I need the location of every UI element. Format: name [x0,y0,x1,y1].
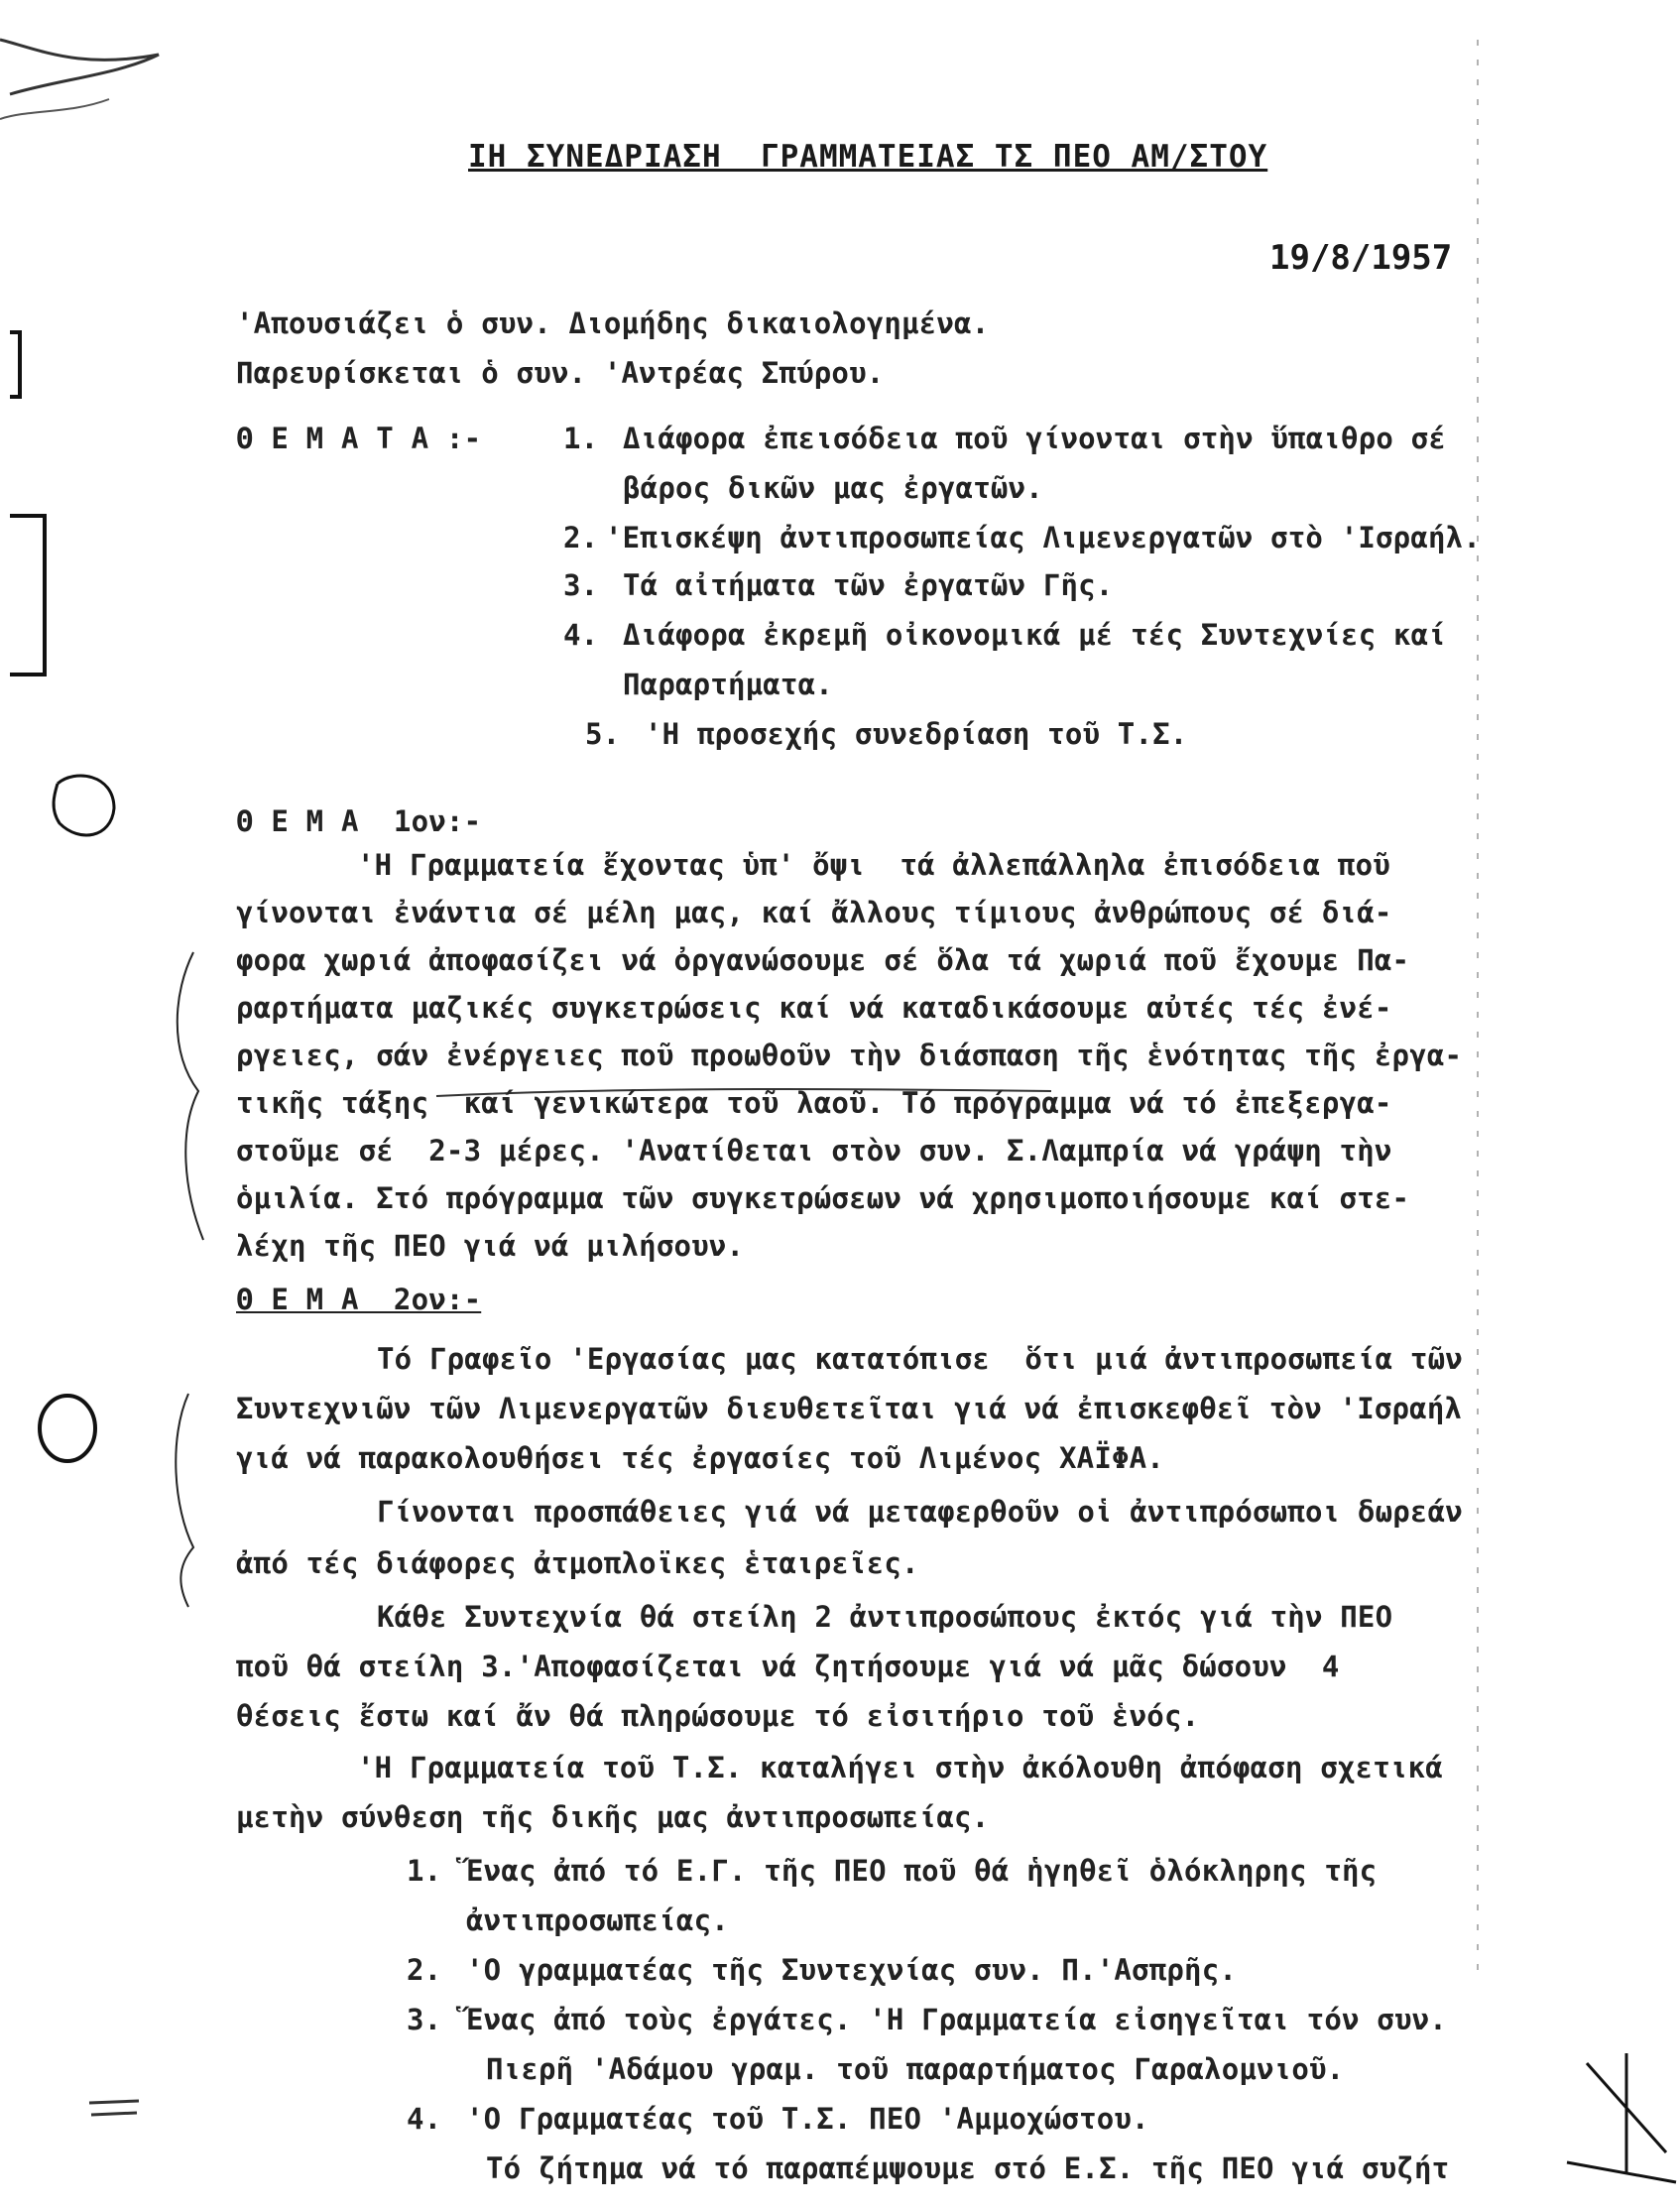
closing-line: Τό ζήτημα νά τό παραπέμψουμε στό Ε.Σ. τῆς ΠΕΟ γιά συζήτ [486,2151,1450,2185]
composition-number: 4. [407,2102,442,2136]
paragraph-line: ἀπό τές διάφορες ἀτμοπλοϊκες ἑταιρεῖες. [236,1546,919,1580]
paragraph-line: μετὴν σύνθεση τῆς δικῆς μας ἀντιπροσωπείας. [236,1800,990,1834]
paragraph-line: 'Η Γραμματεία τοῦ Τ.Σ. καταλήγει στὴν ἀκόλουθη ἀπόφαση σχετικά [357,1751,1443,1784]
paragraph-line: ὁμιλία. Στό πρόγραμμα τῶν συγκετρώσεων νά χρησιμοποιήσουμε καί στε- [236,1181,1410,1215]
paragraph-line: γιά νά παρακολουθήσει τές ἐργασίες τοῦ Λιμένος ΧΑΪΦΑ. [236,1441,1164,1475]
composition-text: 'Ο γραμματέας τῆς Συντεχνίας συν. Π.'Ασπρῆς. [466,1953,1238,1987]
theme-text: Διάφορα ἐκρεμῆ οἰκονομικά μέ τές Συντεχνίες καί [623,618,1446,652]
composition-text: Πιερῆ 'Αδάμου γραμ. τοῦ παραρτήματος Γαραλομνιοῦ. [486,2052,1345,2086]
theme-number: 5. [585,717,621,751]
paragraph-line: Συντεχνιῶν τῶν Λιμενεργατῶν διευθετεῖται γιά νά ἐπισκεφθεῖ τὸν 'Ισραήλ [236,1392,1463,1425]
paragraph-line: στοῦμε σέ 2-3 μέρες. 'Ανατίθεται στὸν συν. Σ.Λαμπρία νά γράψη τὴν [236,1134,1392,1167]
theme-number: 1. [563,422,599,455]
paragraph-line: 'Η Γραμματεία ἔχοντας ὑπ' ὄψι τά ἀλλεπάλληλα ἐπισόδεια ποῦ [357,848,1390,882]
theme-text: Τά αἰτήματα τῶν ἐργατῶν Γῆς. [623,568,1114,602]
composition-text: ἀντιπροσωπείας. [466,1903,729,1937]
composition-number: 2. [407,1953,442,1987]
paragraph-line: Κάθε Συντεχνία θά στείλη 2 ἀντιπροσώπους ἐκτός γιά τὴν ΠΕΟ [377,1600,1393,1634]
theme-text: Διάφορα ἐπεισόδεια ποῦ γίνονται στὴν ὕπαιθρο σέ [623,422,1446,455]
present-line: Παρευρίσκεται ὁ συν. 'Αντρέας Σπύρου. [236,356,885,390]
composition-number: 3. [407,2003,442,2036]
absent-line: 'Απουσιάζει ὁ συν. Διομήδης δικαιολογημένα. [236,307,990,340]
document-title: ΙΗ ΣΥΝΕΔΡΙΑΣΗ ΓΡΑΜΜΑΤΕΙΑΣ ΤΣ ΠΕΟ ΑΜ/ΣΤΟΥ [468,139,1268,175]
paragraph-line: τικῆς τάξης καί γενικώτερα τοῦ λαοῦ. Τό πρόγραμμα νά τό ἐπεξεργα- [236,1086,1392,1120]
paragraph-line: Τό Γραφεῖο 'Εργασίας μας κατατόπισε ὅτι μιά ἀντιπροσωπεία τῶν [377,1342,1463,1376]
theme-number: 3. [563,568,599,602]
themes-heading: Θ Ε Μ Α Τ Α :- [236,422,482,455]
composition-text: 'Ο Γραμματέας τοῦ Τ.Σ. ΠΕΟ 'Αμμοχώστου. [466,2102,1149,2136]
theme-number: 4. [563,618,599,652]
paragraph-line: λέχη τῆς ΠΕΟ γιά νά μιλήσουν. [236,1229,745,1263]
paragraph-line: φορα χωριά ἀποφασίζει νά ὀργανώσουμε σέ ὅλα τά χωριά ποῦ ἔχουμε Πα- [236,943,1410,977]
paragraph-line: ραρτήματα μαζικές συγκετρώσεις καί νά καταδικάσουμε αὐτές τές ἐνέ- [236,991,1392,1025]
theme-text: βάρος δικῶν μας ἐργατῶν. [623,471,1043,505]
paragraph-line: θέσεις ἔστω καί ἄν θά πληρώσουμε τό εἰσιτήριο τοῦ ἑνός. [236,1699,1200,1733]
paragraph-line: Γίνονται προσπάθειες γιά νά μεταφερθοῦν οἱ ἀντιπρόσωποι δωρεάν [377,1495,1463,1529]
theme-number: 2. [563,521,599,554]
theme1-heading: Θ Ε Μ Α 1ον:- [236,804,482,838]
composition-text: Ἕνας ἀπό τοὺς ἐργάτες. 'Η Γραμματεία εἰσηγεῖται τόν συν. [466,2003,1447,2036]
paragraph-line: ργειες, σάν ἐνέργειες ποῦ προωθοῦν τὴν διάσπαση τῆς ἑνότητας τῆς ἐργα- [236,1039,1463,1072]
theme-text: Παραρτήματα. [623,668,833,701]
theme2-heading: Θ Ε Μ Α 2ον:- [236,1283,482,1316]
theme-text: 'Επισκέψη ἀντιπροσωπείας Λιμενεργατῶν στὸ 'Ισραήλ. [605,521,1481,554]
paragraph-line: ποῦ θά στείλη 3.'Αποφασίζεται νά ζητήσουμε γιά νά μᾶς δώσουν 4 [236,1650,1340,1683]
theme-text: 'Η προσεχής συνεδρίαση τοῦ Τ.Σ. [645,717,1188,751]
composition-text: Ἕνας ἀπό τό Ε.Γ. τῆς ΠΕΟ ποῦ θά ἡγηθεῖ ὁλόκληρης τῆς [466,1854,1378,1888]
paragraph-line: γίνονται ἐνάντια σέ μέλη μας, καί ἄλλους τίμιους ἀνθρώπους σέ διά- [236,896,1392,929]
document-date: 19/8/1957 [1269,238,1453,278]
composition-number: 1. [407,1854,442,1888]
